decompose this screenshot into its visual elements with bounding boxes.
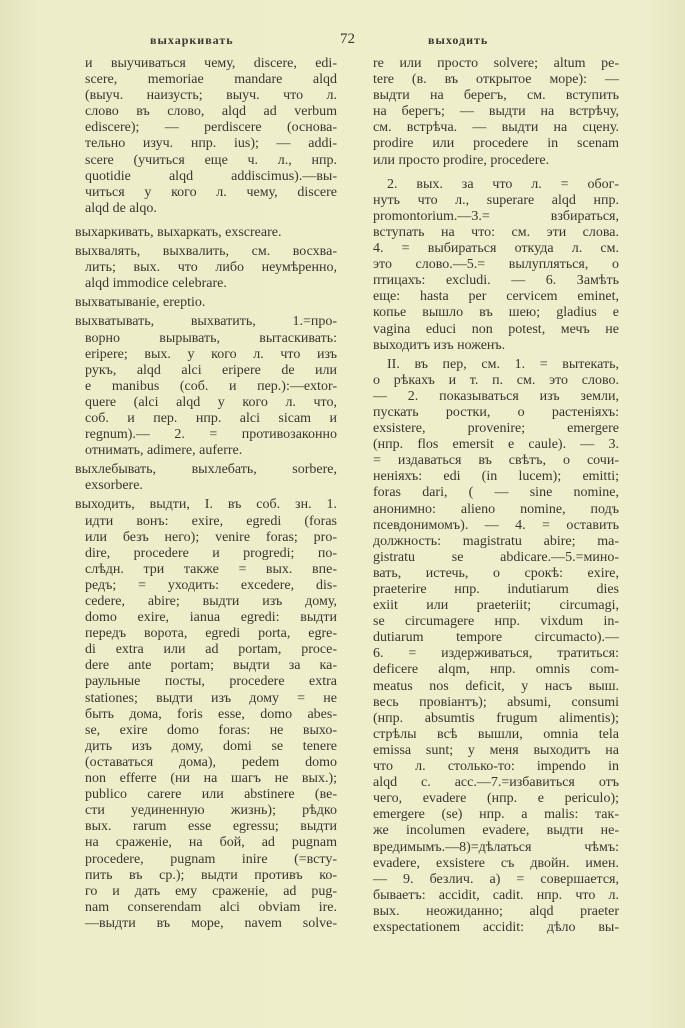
- text-line: nam conserendam alci obviam ire.: [85, 899, 337, 915]
- text-line: quotidie alqd addiscimus).—вы-: [85, 168, 337, 184]
- text-line: procedere, pugnam inire (=всту-: [85, 851, 337, 867]
- text-line: стрѣлы всѣ вышли, omnia tela: [373, 726, 619, 742]
- text-line: tere (в. въ открытое море): —: [373, 72, 619, 88]
- text-line: еще: hasta per cervicem eminet,: [373, 289, 619, 305]
- dictionary-entry: [75, 244, 337, 292]
- text-line: dere ante portam; выдти за ка-: [85, 658, 337, 674]
- paragraph: [373, 177, 619, 354]
- text-line: publico carere или abstinere (ве-: [85, 787, 337, 803]
- text-line: deficere alqm, нпр. omnis com-: [373, 662, 619, 678]
- text-line: быть дома, foris esse, domo abes-: [85, 706, 337, 722]
- text-line: выдти на берегъ, см. вступить: [373, 88, 619, 104]
- text-line: на сраженіе, на бой, ad pugnam: [85, 835, 337, 851]
- text-line: domo exire, ianua egredi: выдти: [85, 610, 337, 626]
- text-line: пить въ ср.); выдти противъ ко-: [85, 867, 337, 883]
- paragraph: [373, 357, 619, 936]
- text-line: см. встрѣча. — выдти на сцену.: [373, 120, 619, 136]
- text-line: или просто prodire, procedere.: [373, 152, 550, 168]
- text-line: чего, evadere (нпр. e periculo);: [373, 791, 619, 807]
- headword-line: выхватывать, выхватить, 1.=про-: [75, 314, 337, 330]
- text-line: (нпр. absumtis frugum alimentis);: [373, 710, 619, 726]
- left-column: [75, 56, 337, 935]
- text-line: вых. rarum esse egressu; выдти: [85, 819, 337, 835]
- text-line: regnum).— 2. = противозаконно: [85, 427, 337, 443]
- text-line: II. въ пер, см. 1. = вытекать,: [387, 356, 619, 372]
- text-line: 4. = выбираться откуда л. см.: [373, 241, 619, 257]
- text-line: нуть что л., superare alqd нпр.: [373, 192, 619, 208]
- page-number: 72: [340, 31, 355, 47]
- text-line: весь провіантъ); absumi, consumi: [373, 694, 619, 710]
- text-line: копье вышло въ шею; gladius e: [373, 305, 619, 321]
- text-line: vagina educi non potest, мечъ не: [373, 321, 619, 337]
- text-line: идти вонъ: exire, egredi (foras: [85, 513, 337, 529]
- text-line: о рѣкахъ и т. п. см. это слово.: [373, 372, 619, 388]
- paragraph: [373, 56, 619, 169]
- text-line: (выуч. наизусть; выуч. что л.: [85, 88, 337, 104]
- text-line: 6. = издерживаться, тратиться:: [373, 646, 619, 662]
- text-line: eripere; вых. у кого л. что изъ: [85, 346, 337, 362]
- dictionary-entry: [75, 462, 337, 494]
- text-line: дить изъ дому, domi se tenere: [85, 738, 337, 754]
- text-line: emissa sunt; у меня выходитъ на: [373, 742, 619, 758]
- text-line: foras dari, ( — sine nomine,: [373, 485, 619, 501]
- text-line: соб. и пер. нпр. alci sicam и: [85, 410, 337, 426]
- text-line: это слово.—5.= вылупляться, о: [373, 257, 619, 273]
- text-line: prodire или procedere in scenam: [373, 136, 619, 152]
- text-line: слѣдн. три также = вых. впе-: [85, 561, 337, 577]
- dictionary-entry: [75, 497, 337, 932]
- text-line: — 2. показываться изъ земли,: [373, 388, 619, 404]
- text-line: —выдти въ море, navem solve-: [85, 915, 337, 931]
- text-line: exsistere, provenire; emergere: [373, 421, 619, 437]
- text-line: вать, истечь, о срокѣ: exire,: [373, 565, 619, 581]
- text-line: alqd immodice celebrare.: [85, 276, 227, 292]
- text-line: бываетъ: accidit, cadit. нпр. что л.: [373, 887, 619, 903]
- text-line: alqd c. acc.—7.=избавиться отъ: [373, 775, 619, 791]
- text-line: re или просто solvere; altum pe-: [373, 56, 619, 71]
- headword-line: выходить, выдти, I. въ соб. зн. 1.: [75, 497, 337, 513]
- text-line: вступать на что: см. эти слова.: [373, 224, 619, 240]
- text-line: exspectationem accidit: дѣло вы-: [373, 919, 619, 935]
- text-line: вредимымъ.—8)=дѣлаться чѣмъ:: [373, 839, 619, 855]
- text-line: раульные посты, procedere extra: [85, 674, 337, 690]
- text-line: тельно изуч. нпр. ius); — addi-: [85, 136, 337, 152]
- text-line: или безъ него); venire foras; pro-: [85, 529, 337, 545]
- text-line: stationes; выдти изъ дому = не: [85, 690, 337, 706]
- text-line: редъ; = уходить: excedere, dis-: [85, 577, 337, 593]
- text-line: emergere (se) нпр. a malis: так-: [373, 807, 619, 823]
- text-line: отнимать, adimere, auferre.: [85, 443, 243, 459]
- text-line: non efferre (ни на шагъ не вых.);: [85, 771, 337, 787]
- text-line: же incolumen evadere, выдти не-: [373, 823, 619, 839]
- text-line: ворно вырывать, вытаскивать:: [85, 330, 337, 346]
- text-line: meatus nos deficit, у насъ выш.: [373, 678, 619, 694]
- text-line: dutiarum tempore circumacto).—: [373, 630, 619, 646]
- running-head-left: выхаркивать: [150, 33, 234, 47]
- text-line: пускать ростки, о растеніяхъ:: [373, 404, 619, 420]
- text-line: exsorbere.: [85, 478, 143, 494]
- text-line: (оставаться дома), pedem domo: [85, 754, 337, 770]
- text-line: quere (alci alqd у кого л. что,: [85, 394, 337, 410]
- text-line: praeterire нпр. indutiarum dies: [373, 582, 619, 597]
- text-line: promontorium.—3.= взбираться,: [373, 208, 619, 224]
- dictionary-entry: [75, 225, 337, 241]
- text-line: scere, memoriae mandare alqd: [85, 72, 337, 88]
- text-line: cedere, abire; выдти изъ дому,: [85, 594, 337, 609]
- running-head-right: выходить: [428, 33, 489, 47]
- dictionary-entry: [75, 295, 337, 311]
- text-line: se, exire domo foras: не выхо-: [85, 722, 337, 738]
- text-line: ediscere); — perdiscere (основа-: [85, 120, 337, 136]
- headword-line: выхватываніе, ereptio.: [75, 295, 206, 311]
- text-line: gistratu se abdicare.—5.=мино-: [373, 549, 619, 565]
- headword-line: выхлебывать, выхлебать, sorbere,: [75, 462, 337, 478]
- text-line: что л. столько-то: impendo in: [373, 759, 619, 775]
- text-line: го и дать ему сраженіе, ad pug-: [85, 883, 337, 899]
- text-line: di extra или ad portam, proce-: [85, 642, 337, 658]
- text-line: вых. неожиданно; alqd praeter: [373, 903, 619, 919]
- text-line: передъ ворота, egredi porta, egre-: [85, 626, 337, 642]
- text-line: evadere, exsistere съ двойн. имен.: [373, 855, 619, 871]
- text-line: dire, procedere и progredi; по-: [85, 545, 337, 561]
- text-line: птицахъ: excludi. — 6. Замѣть: [373, 273, 619, 289]
- text-line: 2. вых. за что л. = обог-: [387, 176, 619, 192]
- text-line: читься у кого л. чему, discere: [85, 184, 337, 200]
- text-line: слово въ слово, alqd ad verbum: [85, 104, 337, 120]
- right-column: [373, 56, 619, 939]
- text-line: рукъ, alqd alci eripere de или: [85, 362, 337, 378]
- text-line: сти уединенную жизнь); рѣдко: [85, 803, 337, 819]
- text-line: exiit или praeteriit; circumagi,: [373, 598, 619, 614]
- text-line: неніяхъ: edi (in lucem); emitti;: [373, 469, 619, 485]
- headword-line: выхвалять, выхвалить, см. восхва-: [75, 244, 337, 260]
- text-line: se circumagere нпр. vixdum in-: [373, 614, 619, 630]
- text-line: на берегъ; — выдти на встрѣчу,: [373, 104, 619, 120]
- dictionary-entry: [75, 314, 337, 459]
- text-line: лить; вых. что либо неумѣренно,: [85, 260, 337, 276]
- text-line: scere (учиться еще ч. л., нпр.: [85, 152, 337, 168]
- text-line: анонимно: alieno nomine, подъ: [373, 501, 619, 517]
- text-line: (нпр. flos emersit e caule). — 3.: [373, 437, 619, 453]
- text-line: e manibus (соб. и пер.):—extor-: [85, 378, 337, 394]
- text-line: alqd de alqo.: [85, 200, 157, 216]
- text-line: должность: magistratu abire; ma-: [373, 533, 619, 549]
- text-line: = издаваться въ свѣтъ, о сочи-: [373, 453, 619, 469]
- dictionary-entry: [75, 56, 337, 217]
- text-line: псевдонимомъ). — 4. = оставить: [373, 517, 619, 533]
- text-line: и выучиваться чему, discere, edi-: [85, 56, 337, 71]
- text-line: выходитъ изъ ноженъ.: [373, 337, 506, 353]
- text-line: — 9. безлич. a) = совершается,: [373, 871, 619, 887]
- headword-line: выхаркивать, выхаркать, exscreare.: [75, 224, 282, 240]
